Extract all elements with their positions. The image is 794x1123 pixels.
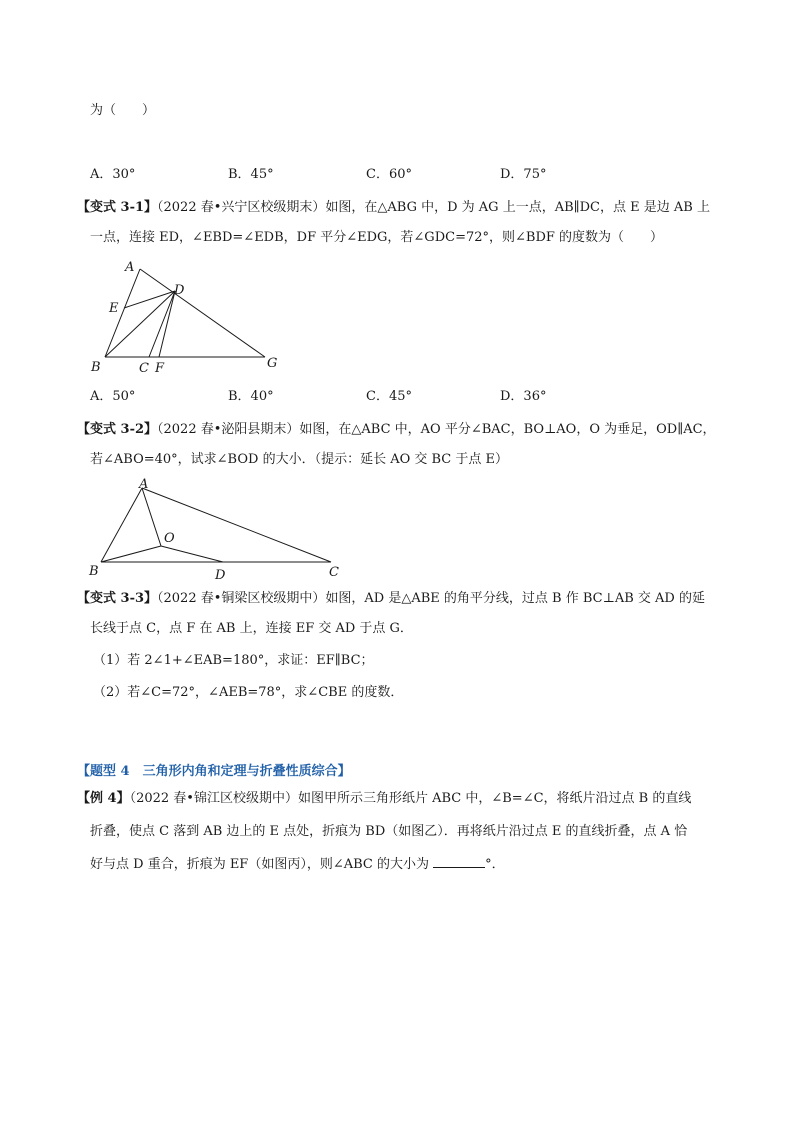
variant-3-2-line1: [77, 421, 716, 439]
option-a: A．50°: [90, 389, 136, 404]
variant-3-3-sub1: （1）若 2∠1+∠EAB=180°，求证：EF∥BC；: [93, 653, 374, 668]
option-d: D．36°: [500, 389, 547, 404]
label-c: C: [329, 565, 339, 580]
segment-ao: [142, 488, 161, 546]
example-4-line1: [77, 790, 691, 808]
example-4-tag: 【例 4】: [77, 791, 130, 806]
option-a: A．30°: [90, 167, 136, 182]
segment-ed: [124, 291, 175, 308]
example-4-text3: 好与点 D 重合，折痕为 EF（如图丙），则∠ABC 的大小为: [90, 857, 429, 872]
label-b: B: [89, 564, 99, 579]
label-d: D: [174, 283, 185, 298]
example-4-line2: 折叠，使点 C 落到 AB 边上的 E 点处，折痕为 BD（如图乙）．再将纸片沿过点 E 的直线折叠，点 A 恰: [90, 824, 688, 839]
label-a: A: [139, 477, 149, 492]
example-4-text1: （2022 春•锦江区校级期中）如图甲所示三角形纸片 ABC 中，∠B=∠C，将纸片沿过点 B 的直线: [129, 791, 692, 806]
variant-3-3-text1: （2022 春•铜梁区校级期中）如图，AD 是△ABE 的角平分线，过点 B 作 BC⊥AB 交 AD 的延: [157, 591, 705, 606]
label-e: E: [109, 301, 119, 316]
variant-3-2-tag: 【变式 3-2】: [77, 422, 158, 437]
segment-df: [159, 291, 175, 357]
label-d: D: [215, 568, 226, 583]
option-d: D．75°: [500, 167, 547, 182]
answer-blank[interactable]: [433, 855, 485, 868]
label-b: B: [91, 360, 101, 375]
variant-3-1-line1: [77, 199, 710, 217]
segment-od: [161, 546, 223, 562]
option-b: B．40°: [228, 389, 274, 404]
example-4-line3: [90, 855, 505, 874]
section-heading: 【题型 4 三角形内角和定理与折叠性质综合】: [77, 764, 351, 779]
variant-3-1-text1: （2022 春•兴宁区校级期末）如图，在△ABG 中，D 为 AG 上一点，AB∥DC，点 E 是边 AB 上: [157, 200, 710, 215]
variant-3-3-line2: 长线于点 C，点 F 在 AB 上，连接 EF 交 AD 于点 G．: [90, 621, 413, 636]
example-4-unit: °．: [485, 857, 505, 872]
figure-triangle-abc: [85, 474, 355, 584]
figure-triangle-abg: [85, 255, 295, 380]
variant-3-3-tag: 【变式 3-3】: [77, 591, 158, 606]
segment-ag: [140, 269, 265, 357]
option-c: C．45°: [366, 389, 412, 404]
label-g: G: [267, 356, 278, 371]
option-c: C．60°: [366, 167, 412, 182]
variant-3-1-tag: 【变式 3-1】: [77, 200, 158, 215]
label-o: O: [164, 531, 175, 546]
label-f: F: [155, 361, 165, 376]
variant-3-3-sub2: （2）若∠C=72°，∠AEB=78°，求∠CBE 的度数．: [93, 685, 404, 700]
segment-ab: [101, 488, 142, 562]
segment-dc: [149, 291, 175, 357]
label-a: A: [125, 260, 135, 275]
question-stub: 为（ ）: [90, 103, 156, 118]
segment-bo: [101, 546, 161, 562]
variant-3-2-text1: （2022 春•泌阳县期末）如图，在△ABC 中，AO 平分∠BAC，BO⊥AO，O 为垂足，OD∥AC，: [157, 422, 716, 437]
variant-3-3-line1: [77, 590, 705, 608]
variant-3-1-line2: 一点，连接 ED，∠EBD=∠EDB，DF 平分∠EDG，若∠GDC=72°，则∠BDF 的度数为（ ）: [90, 230, 664, 245]
label-c: C: [139, 361, 149, 376]
segment-ac: [142, 488, 331, 562]
option-b: B．45°: [228, 167, 274, 182]
variant-3-2-line2: 若∠ABO=40°，试求∠BOD 的大小．（提示：延长 AO 交 BC 于点 E）: [90, 452, 509, 467]
